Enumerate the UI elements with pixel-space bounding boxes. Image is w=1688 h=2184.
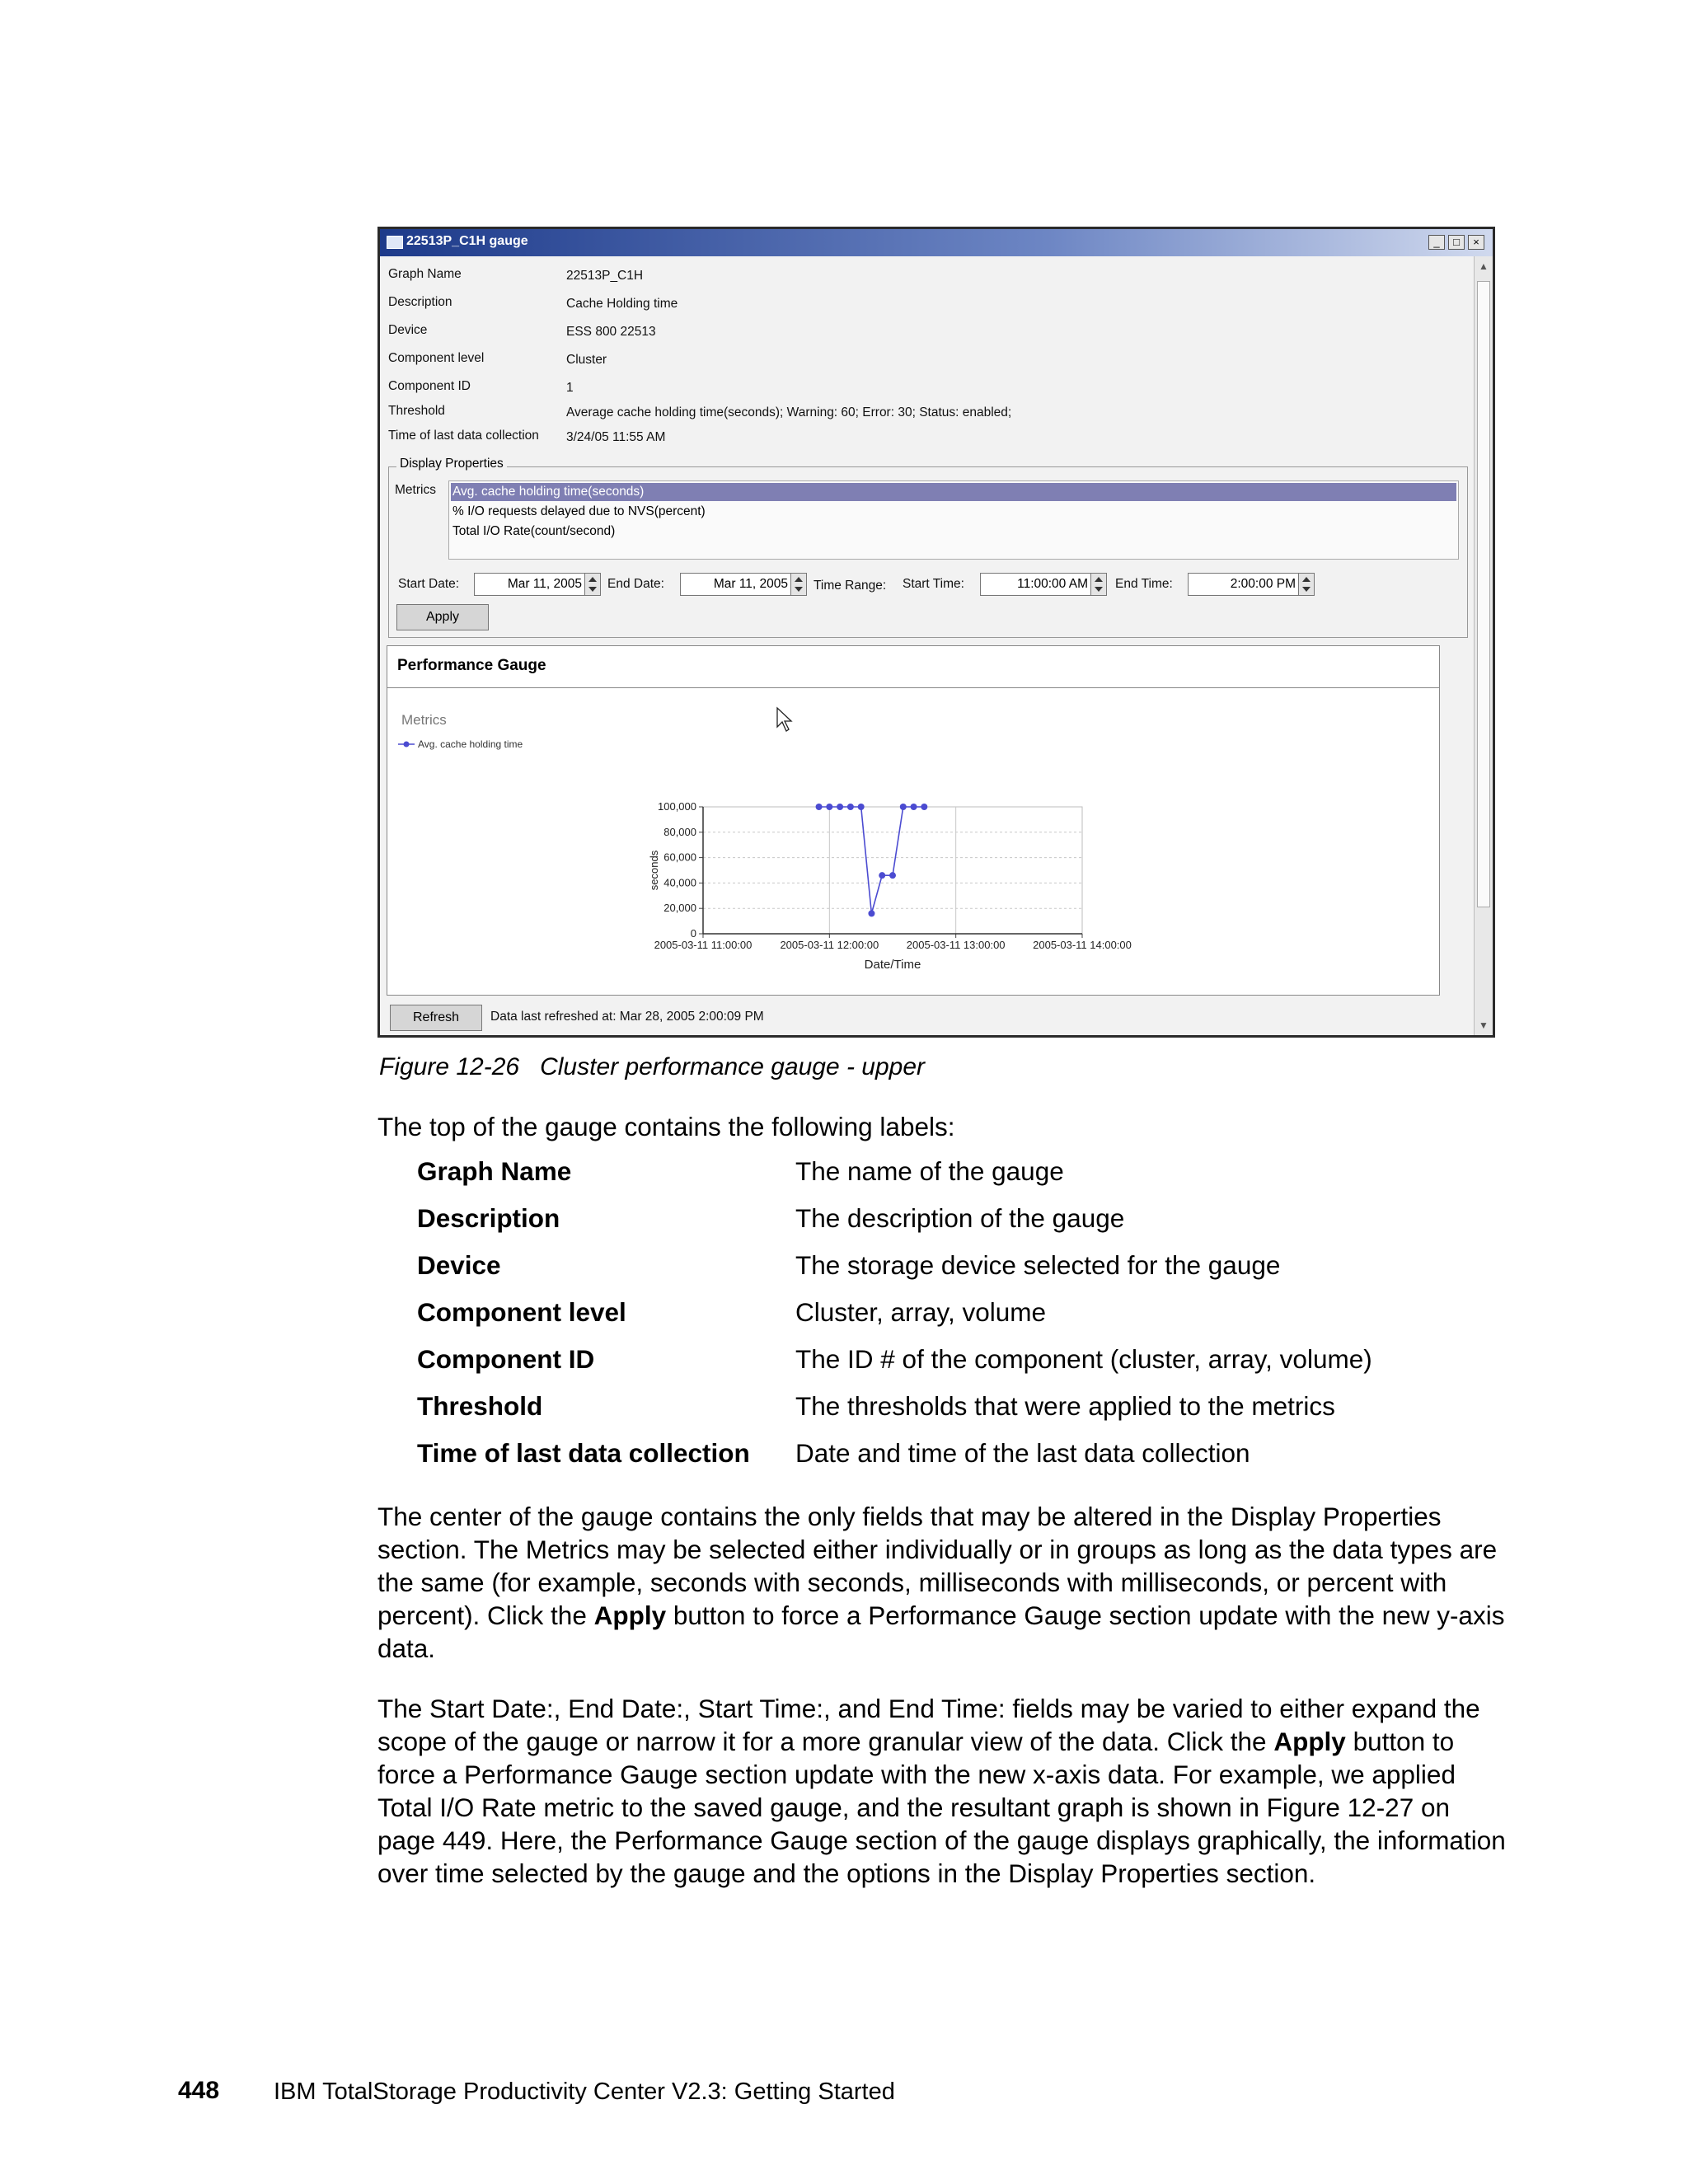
- data-point: [847, 804, 854, 810]
- time-range-label: Time Range:: [814, 579, 887, 593]
- definition-description: Cluster, array, volume: [795, 1297, 1047, 1327]
- paragraph-text: button to force a Performance Gauge section update with the new y-axis data.: [377, 1601, 1505, 1663]
- y-tick-label: 60,000: [663, 851, 696, 864]
- data-point: [858, 804, 865, 810]
- start-time-field[interactable]: 11:00:00 AM: [980, 573, 1092, 596]
- data-point: [921, 804, 927, 810]
- device-value: ESS 800 22513: [566, 325, 656, 339]
- definition-description: The storage device selected for the gauge: [795, 1250, 1281, 1280]
- scrollbar-thumb[interactable]: [1477, 281, 1490, 907]
- paragraph-text: The Start Date:, End Date:, Start Time:, and End Time: fields may be varied to either expand the scope of the gauge or narrow it for a more granular view of the data. Click the: [377, 1694, 1480, 1756]
- performance-gauge-title: Performance Gauge: [397, 657, 546, 674]
- start-date-field[interactable]: Mar 11, 2005: [474, 573, 586, 596]
- definition-description: The name of the gauge: [795, 1156, 1064, 1186]
- paragraph-text: The center of the gauge contains the only fields that may be altered in the Display Properties section. The Metrics may be selected either individually or in groups as long as the data types are the same (for example, seconds with seconds, milliseconds with milliseconds, or percent with percent). Click the: [377, 1502, 1498, 1630]
- start-time-label: Start Time:: [903, 577, 964, 591]
- end-date-label: End Date:: [607, 577, 664, 591]
- description-value: Cache Holding time: [566, 297, 678, 311]
- apply-bold-text: Apply: [593, 1601, 667, 1630]
- paragraph-date-time-fields: [377, 1692, 1507, 1890]
- threshold-label: Threshold: [388, 404, 445, 418]
- book-title: IBM TotalStorage Productivity Center V2.3: Getting Started: [274, 2079, 895, 2105]
- data-point: [868, 910, 874, 916]
- apply-button[interactable]: Apply: [396, 604, 489, 630]
- vertical-scrollbar[interactable]: [1474, 256, 1493, 1035]
- data-point: [879, 872, 885, 879]
- intro-paragraph: The top of the gauge contains the following labels:: [377, 1112, 955, 1141]
- gauge-window: [377, 227, 1495, 1038]
- data-point: [816, 804, 823, 810]
- y-tick-label: 40,000: [663, 876, 696, 889]
- legend-marker: [404, 742, 410, 748]
- end-time-field[interactable]: 2:00:00 PM: [1188, 573, 1300, 596]
- definition-term: Component ID: [417, 1344, 595, 1374]
- mouse-cursor-icon: [777, 708, 791, 731]
- paragraph-display-properties: [377, 1500, 1507, 1665]
- end-date-field[interactable]: Mar 11, 2005: [680, 573, 792, 596]
- window-titlebar[interactable]: [380, 229, 1493, 256]
- legend-title: Metrics: [401, 712, 447, 728]
- definition-description: The ID # of the component (cluster, array, volume): [795, 1344, 1372, 1374]
- x-tick-label: 2005-03-11 13:00:00: [906, 939, 1006, 951]
- last-collection-label: Time of last data collection: [388, 429, 539, 443]
- figure-caption: Figure 12-26 Cluster performance gauge - upper: [379, 1053, 926, 1080]
- threshold-value: Average cache holding time(seconds); Warning: 60; Error: 30; Status: enabled;: [566, 405, 1012, 419]
- metric-item-total-io-rate[interactable]: Total I/O Rate(count/second): [452, 524, 616, 538]
- refresh-button[interactable]: Refresh: [390, 1005, 482, 1031]
- metric-item-avg-cache-holding-time[interactable]: Avg. cache holding time(seconds): [451, 483, 1456, 501]
- x-axis-title: Date/Time: [864, 958, 921, 972]
- refreshed-text: Data last refreshed at: Mar 28, 2005 2:00:09 PM: [490, 1010, 764, 1024]
- definition-description: Date and time of the last data collection: [795, 1438, 1250, 1468]
- end-time-spinner-icon[interactable]: [1298, 573, 1315, 596]
- y-tick-label: 20,000: [663, 902, 696, 915]
- component-id-label: Component ID: [388, 379, 471, 393]
- start-date-spinner-icon[interactable]: [584, 573, 601, 596]
- metrics-list[interactable]: [448, 480, 1459, 560]
- x-tick-label: 2005-03-11 11:00:00: [654, 939, 753, 951]
- data-point: [837, 804, 843, 810]
- definition-term: Time of last data collection: [417, 1438, 750, 1468]
- definition-term: Component level: [417, 1297, 626, 1327]
- definition-term: Threshold: [417, 1391, 543, 1421]
- graph-name-label: Graph Name: [388, 267, 462, 281]
- data-point: [826, 804, 832, 810]
- close-button[interactable]: ×: [1468, 235, 1484, 250]
- legend-label: Avg. cache holding time: [418, 738, 523, 750]
- component-id-value: 1: [566, 381, 574, 395]
- data-point: [889, 872, 896, 879]
- y-axis-title: seconds: [648, 850, 660, 891]
- x-tick-label: 2005-03-11 14:00:00: [1033, 939, 1132, 951]
- definition-description: The description of the gauge: [795, 1203, 1125, 1233]
- data-point: [911, 804, 917, 810]
- plot-area: [703, 807, 1082, 934]
- component-level-value: Cluster: [566, 353, 607, 367]
- x-tick-label: 2005-03-11 12:00:00: [780, 939, 879, 951]
- gauge-chart: [387, 646, 1439, 995]
- scroll-down-icon[interactable]: ▼: [1479, 1019, 1489, 1031]
- component-level-label: Component level: [388, 351, 485, 365]
- window-title: 22513P_C1H gauge: [406, 234, 528, 248]
- paragraph-text: button to force a Performance Gauge section update with the new x-axis data. For example, we applied Total I/O Rate metric to the saved gauge, and the resultant graph is shown in Figure 12-27 on page 449. Here, the Performance Gauge section of the gauge displays graphically, the information over time selected by the gauge and the options in the Display Properties section.: [377, 1727, 1506, 1888]
- start-date-label: Start Date:: [398, 577, 460, 591]
- display-properties-title: Display Properties: [396, 457, 507, 471]
- apply-bold-text: Apply: [1273, 1727, 1346, 1756]
- page-number: 448: [178, 2077, 220, 2104]
- end-date-spinner-icon[interactable]: [790, 573, 807, 596]
- start-time-spinner-icon[interactable]: [1090, 573, 1107, 596]
- scroll-up-icon[interactable]: ▲: [1479, 260, 1489, 272]
- definition-term: Graph Name: [417, 1156, 572, 1186]
- metrics-label: Metrics: [395, 483, 436, 497]
- window-icon: [387, 236, 403, 249]
- data-point: [900, 804, 907, 810]
- graph-name-value: 22513P_C1H: [566, 269, 644, 283]
- device-label: Device: [388, 323, 428, 337]
- definition-term: Description: [417, 1203, 560, 1233]
- last-collection-value: 3/24/05 11:55 AM: [566, 430, 666, 444]
- maximize-button[interactable]: □: [1448, 235, 1465, 250]
- end-time-label: End Time:: [1115, 577, 1173, 591]
- minimize-button[interactable]: _: [1428, 235, 1445, 250]
- definition-description: The thresholds that were applied to the metrics: [795, 1391, 1335, 1421]
- description-label: Description: [388, 295, 452, 309]
- metric-item-io-delayed-nvs[interactable]: % I/O requests delayed due to NVS(percent): [452, 504, 706, 518]
- y-tick-label: 80,000: [663, 825, 696, 838]
- definition-term: Device: [417, 1250, 501, 1280]
- y-tick-label: 100,000: [658, 800, 696, 813]
- performance-gauge-panel: [387, 645, 1440, 996]
- y-tick-label: 0: [690, 927, 696, 940]
